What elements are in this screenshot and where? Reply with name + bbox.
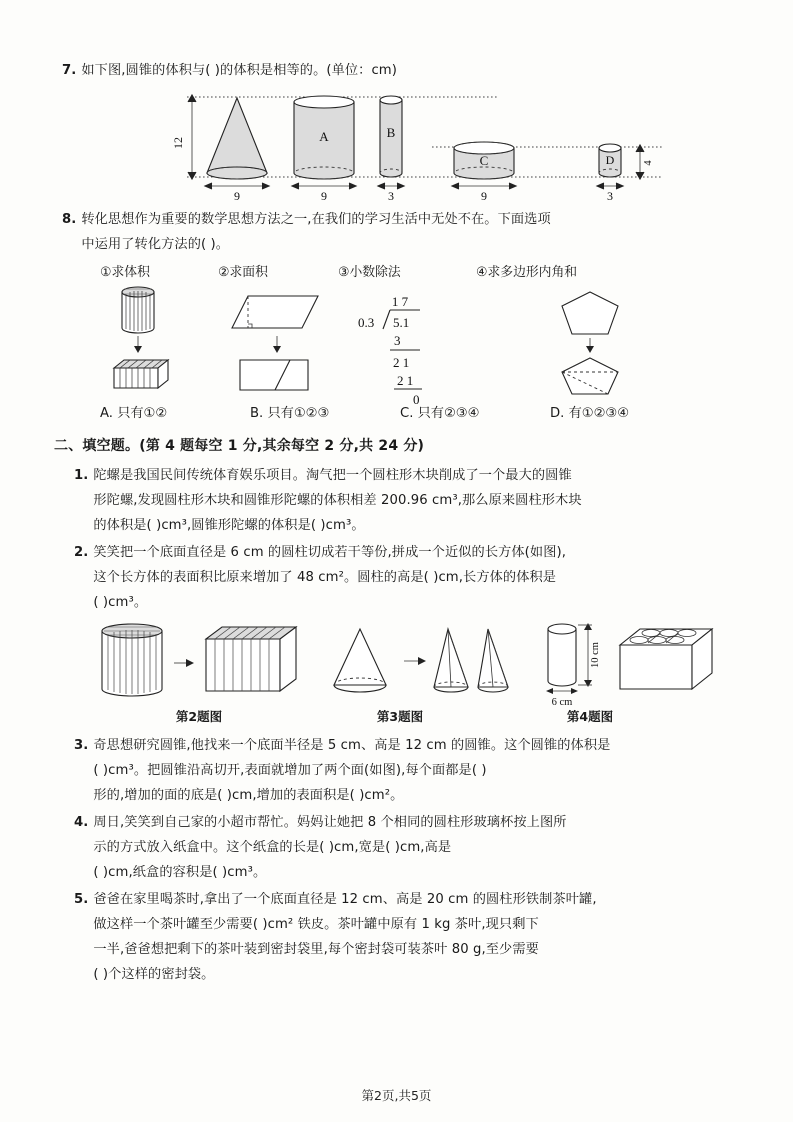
option-3-figure <box>358 294 422 407</box>
q7-label-D: D <box>605 153 615 167</box>
question-8-line-2: 中运用了转化方法的( )。 <box>81 237 230 252</box>
section-2-title: 填空题。 <box>82 438 140 454</box>
page-number: 第2页,共5页 <box>361 1088 432 1103</box>
q7-cone <box>207 98 267 179</box>
fill-question-2-text <box>93 540 730 615</box>
q7-cone-width: 9 <box>234 189 240 203</box>
answer-B-text: 只有①②③ <box>267 406 330 421</box>
q7-D-width: 3 <box>607 189 613 203</box>
question-8-text <box>81 207 730 257</box>
section-2-scoring: (第 4 题每空 1 分,其余每空 2 分,共 24 分) <box>139 438 425 454</box>
division-divisor: 0.3 <box>358 315 375 330</box>
question-7-number: 7. <box>62 63 77 78</box>
figure-2 <box>102 624 296 696</box>
answer-D[interactable] <box>550 402 700 421</box>
caption-figure-2: 第2题图 <box>175 709 223 724</box>
caption-figure-3: 第3题图 <box>376 709 424 724</box>
fq2-line-1: 笑笑把一个底面直径是 6 cm 的圆柱切成若干等份,拼成一个近似的长方体(如图), <box>93 545 567 560</box>
option-4-figure <box>562 292 618 394</box>
fq2-line-3: ( )cm³。 <box>93 595 148 610</box>
q7-small-height-label: 4 <box>643 160 654 166</box>
q7-cylinder-C <box>454 142 514 179</box>
fq4-line-1: 周日,笑笑到自己家的小超市帮忙。妈妈让她把 8 个相同的圆柱形玻璃杯按上图所 <box>93 815 567 830</box>
q7-label-C: C <box>479 153 489 168</box>
fq4-line-2: 示的方式放入纸盒中。这个纸盒的长是( )cm,宽是( )cm,高是 <box>93 840 452 855</box>
figure-4 <box>546 623 712 708</box>
fill-question-5 <box>74 887 730 987</box>
figures-row <box>88 617 730 709</box>
figure-4-height-label: 10 cm <box>590 642 601 668</box>
fq1-line-2: 形陀螺,发现圆柱形木块和圆锥形陀螺的体积相差 200.96 cm³,那么原来圆柱形木块 <box>93 493 582 508</box>
fq1-line-1: 陀螺是我国民间传统体育娱乐项目。淘气把一个圆柱形木块削成了一个最大的圆锥 <box>93 468 572 483</box>
option-1-figure <box>114 287 168 388</box>
q7-B-width: 3 <box>388 189 394 203</box>
fq3-line-1: 奇思想研究圆锥,他找来一个底面半径是 5 cm、高是 12 cm 的圆锥。这个圆锥的体积是 <box>93 738 611 753</box>
fill-question-5-text <box>93 887 730 987</box>
fill-question-3-number: 3. <box>74 738 89 753</box>
answer-C-key: C. <box>400 406 414 421</box>
figure-4-diameter-label: 6 cm <box>551 697 573 708</box>
fill-question-4 <box>74 810 730 885</box>
option-1-label: ①求体积 <box>100 265 150 280</box>
answer-C[interactable] <box>400 402 550 421</box>
fill-question-1-number: 1. <box>74 468 89 483</box>
fq5-line-1: 爸爸在家里喝茶时,拿出了一个底面直径是 12 cm、高是 20 cm 的圆柱形铁制茶叶罐, <box>93 892 597 907</box>
fill-question-3 <box>74 733 730 808</box>
fq2-line-2: 这个长方体的表面积比原来增加了 48 cm²。圆柱的高是( )cm,长方体的体积是 <box>93 570 557 585</box>
fill-question-4-number: 4. <box>74 815 89 830</box>
fill-question-1-text <box>93 463 730 538</box>
division-dividend: 5.1 <box>393 315 410 330</box>
division-step-3: 2 1 <box>397 373 414 388</box>
division-step-1: 3 <box>394 333 401 348</box>
page-footer <box>0 1086 793 1104</box>
fq4-line-3: ( )cm,纸盒的容积是( )cm³。 <box>93 865 267 880</box>
fq5-line-4: ( )个这样的密封袋。 <box>93 967 215 982</box>
question-8 <box>62 207 730 257</box>
q7-label-A: A <box>319 129 329 144</box>
fq3-line-2: ( )cm³。把圆锥沿高切开,表面就增加了两个面(如图),每个面都是( ) <box>93 763 487 778</box>
question-8-line-1: 转化思想作为重要的数学思想方法之一,在我们的学习生活中无处不在。下面选项 <box>81 212 551 227</box>
answer-A-key: A. <box>100 406 113 421</box>
question-7 <box>62 58 730 83</box>
question-7-text: 如下图,圆锥的体积与( )的体积是相等的。(单位：cm) <box>81 63 397 78</box>
question-8-figures <box>100 280 730 407</box>
q7-cylinder-A <box>294 96 354 179</box>
fill-question-2-number: 2. <box>74 545 89 560</box>
option-2-figure <box>232 296 318 390</box>
figure-captions <box>88 707 730 725</box>
fill-question-4-text <box>93 810 730 885</box>
fq5-line-3: 一半,爸爸想把剩下的茶叶装到密封袋里,每个密封袋可装茶叶 80 g,至少需要 <box>93 942 539 957</box>
fill-question-3-text <box>93 733 730 808</box>
answer-A-text: 只有①② <box>117 406 168 421</box>
q7-C-width: 9 <box>481 189 487 203</box>
q7-cylinder-B <box>380 96 402 177</box>
option-4-label: ④求多边形内角和 <box>476 265 578 280</box>
caption-figure-4: 第4题图 <box>566 709 614 724</box>
section-2-marker: 二、 <box>54 438 83 454</box>
question-8-option-labels <box>100 261 730 280</box>
figure-3 <box>334 629 508 692</box>
fill-question-2 <box>74 540 730 615</box>
division-remainder: 0 <box>413 392 420 407</box>
answer-A[interactable] <box>100 402 250 421</box>
answer-B-key: B. <box>250 406 264 421</box>
fq5-line-2: 做这样一个茶叶罐至少需要( )cm² 铁皮。茶叶罐中原有 1 kg 茶叶,现只剩下 <box>93 917 539 932</box>
division-step-2: 2 1 <box>393 355 410 370</box>
answer-D-key: D. <box>550 406 565 421</box>
page-content <box>54 58 730 989</box>
division-quotient: 1 7 <box>391 294 409 309</box>
q7-label-B: B <box>386 125 396 140</box>
question-8-number: 8. <box>62 212 77 227</box>
q7-A-width: 9 <box>321 189 327 203</box>
fill-question-5-number: 5. <box>74 892 89 907</box>
section-2-heading <box>54 433 730 459</box>
fq1-line-3: 的体积是( )cm³,圆锥形陀螺的体积是( )cm³。 <box>93 518 365 533</box>
answer-D-text: 有①②③④ <box>568 406 630 421</box>
option-2-label: ②求面积 <box>218 265 268 280</box>
q7-cylinder-D <box>599 144 621 177</box>
q7-height-label: 12 <box>171 137 185 149</box>
option-3-label: ③小数除法 <box>338 265 401 280</box>
fq3-line-3: 形的,增加的面的底是( )cm,增加的表面积是( )cm²。 <box>93 788 404 803</box>
fill-question-1 <box>74 463 730 538</box>
answer-B[interactable] <box>250 402 400 421</box>
question-7-figure <box>62 85 730 203</box>
answer-C-text: 只有②③④ <box>417 406 480 421</box>
